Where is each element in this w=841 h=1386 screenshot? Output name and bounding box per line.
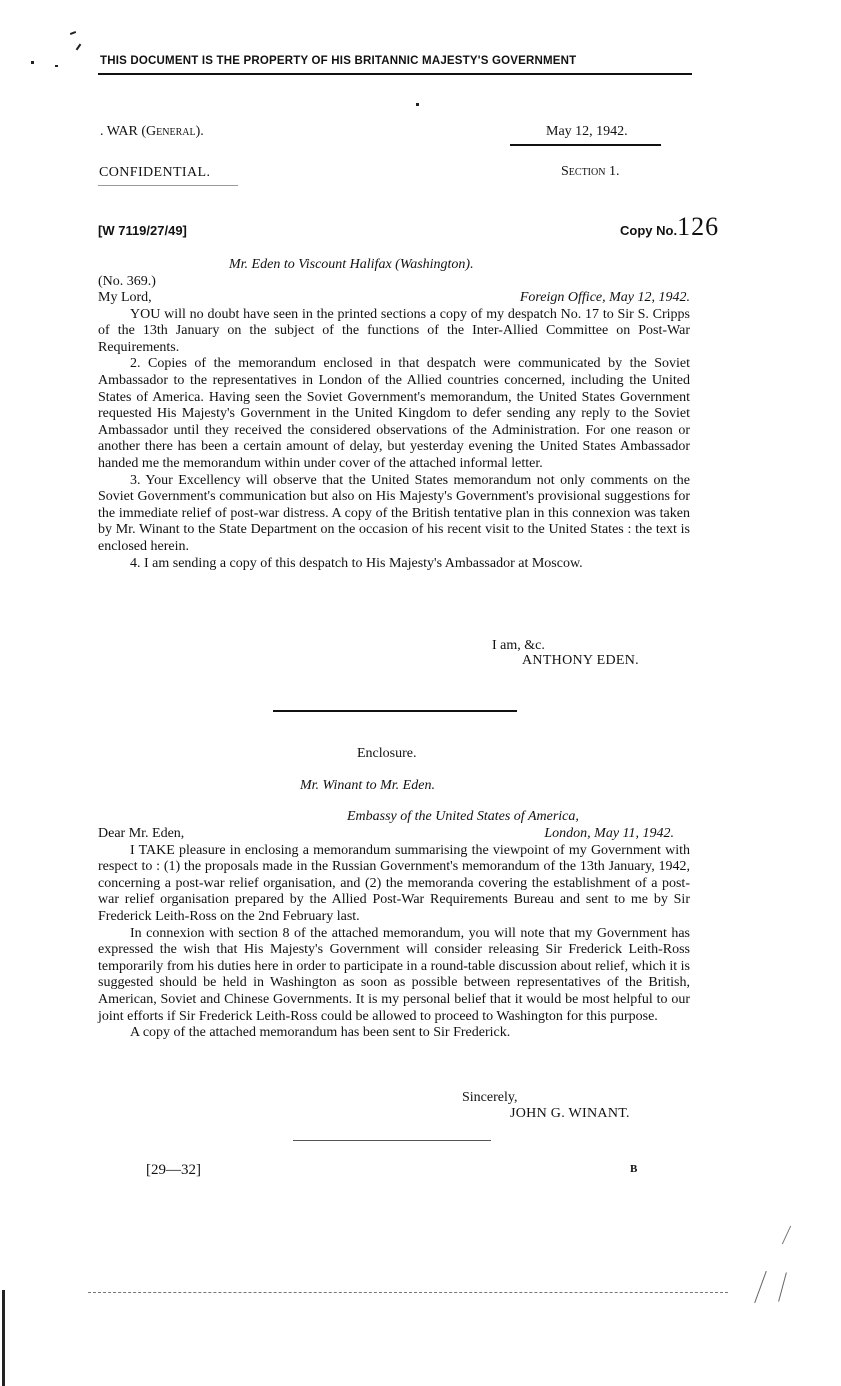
margin-mark [55,65,58,67]
print-reference: [29—32] [146,1162,201,1178]
enclosure-title: Mr. Winant to Mr. Eden. [300,778,435,793]
classification: CONFIDENTIAL. [99,165,211,180]
enclosure-heading: Enclosure. [357,746,417,761]
despatch-paragraph-2: 2. Copies of the memorandum enclosed in that despatch were communicated by the Soviet Ambassador to the representatives in London of the Allied countries concerned, including the United States of America. Having seen the Soviet Government's memorandum, the United States Government requested His Majesty's Government in the United Kingdom to defer sending any reply to the Soviet Ambassador until they received the considered observations of the Administration. For one reason or another there has been a certain amount of delay, but yesterday evening the United States Ambassador handed me the memorandum within under cover of the attached informal letter. [98,356,690,471]
despatch-signature: ANTHONY EDEN. [522,653,639,668]
enclosure-paragraph-1: I TAKE pleasure in enclosing a memorandum summarising the viewpoint of my Government with respect to : (1) the proposals made in the Russian Government's memorandum of the 13th January, 1942, concerning a post-war relief organisation, and (2) the memoranda covering the establishment of a post-war relief organisation prepared by the Allied Post-War Requirements Bureau and sent to me by Sir Frederick Leith-Ross on the 2nd February last. [98,842,690,924]
copy-number-block [620,212,719,242]
document-date: May 12, 1942. [546,124,628,139]
despatch-salutation: My Lord, [98,290,152,305]
series-sub: (General). [141,124,204,139]
section-divider [273,710,517,712]
enclosure-salutation: Dear Mr. Eden, [98,826,185,841]
closing-divider [293,1140,491,1141]
despatch-body [98,290,690,572]
margin-mark [76,44,82,51]
enclosure-salutation-row [98,826,690,843]
despatch-paragraph-3: 3. Your Excellency will observe that the United States memorandum not only comments on the Soviet Government's communication but also on His Majesty's Government's provisional suggestions for the immediate relief of post-war distress. A copy of the British tentative plan in this connexion was taken by Mr. Winant to the State Department on the occasion of his recent visit to the United States : the text is enclosed herein. [98,472,690,554]
enclosure-place: Embassy of the United States of America, [347,809,579,824]
enclosure-paragraph-3: A copy of the attached memorandum has been sent to Sir Frederick. [130,1025,511,1041]
margin-mark [782,1226,791,1245]
despatch-paragraph-4: 4. I am sending a copy of this despatch to His Majesty's Ambassador at Moscow. [130,555,583,571]
banner-rule [98,73,692,75]
classification-rule [98,185,238,186]
section-label: Section 1. [561,164,620,179]
sheet-mark: B [630,1163,638,1175]
margin-mark [70,31,76,35]
date-rule [510,144,661,146]
enclosure-closing: Sincerely, [462,1090,518,1105]
copy-label: Copy No. [620,223,678,238]
property-banner: THIS DOCUMENT IS THE PROPERTY OF HIS BRITANNIC MAJESTY'S GOVERNMENT [100,55,577,67]
despatch-paragraph-1: YOU will no doubt have seen in the printed sections a copy of my despatch No. 17 to Sir S. Cripps of the 13th January on the subject of the functions of the Inter-Allied Committee on Post-War Requirements. [98,306,690,355]
margin-mark [778,1272,787,1301]
despatch-number: (No. 369.) [98,274,156,289]
margin-mark [416,103,419,106]
copy-number: 126 [677,212,720,241]
series-text: . WAR [100,124,138,139]
margin-mark [754,1271,767,1303]
series-label [100,124,204,140]
margin-mark [31,61,34,64]
enclosure-body [98,826,690,1042]
enclosure-signature: JOHN G. WINANT. [510,1106,630,1121]
despatch-place-date: Foreign Office, May 12, 1942. [519,290,690,305]
enclosure-paragraph-2: In connexion with section 8 of the attached memorandum, you will note that my Government has expressed the wish that His Majesty's Government will consider releasing Sir Frederick Leith-Ross temporarily from his duties here in order to participate in a round-table discussion about relief, which it is suggested should be held in Washington as soon as possible between representatives of the British, American, Soviet and Chinese Governments. It is my personal belief that it would be most helpful to our joint efforts if Sir Frederick Leith-Ross could be allowed to proceed to Washington for this purpose. [98,925,690,1024]
despatch-salutation-row [98,290,690,307]
reference-number: [W 7119/27/49] [98,223,187,238]
margin-edge-line [2,1290,5,1386]
despatch-closing: I am, &c. [492,638,545,653]
despatch-title: Mr. Eden to Viscount Halifax (Washington). [229,257,474,272]
enclosure-date: London, May 11, 1942. [544,826,674,841]
bottom-dashed-rule [88,1292,728,1293]
